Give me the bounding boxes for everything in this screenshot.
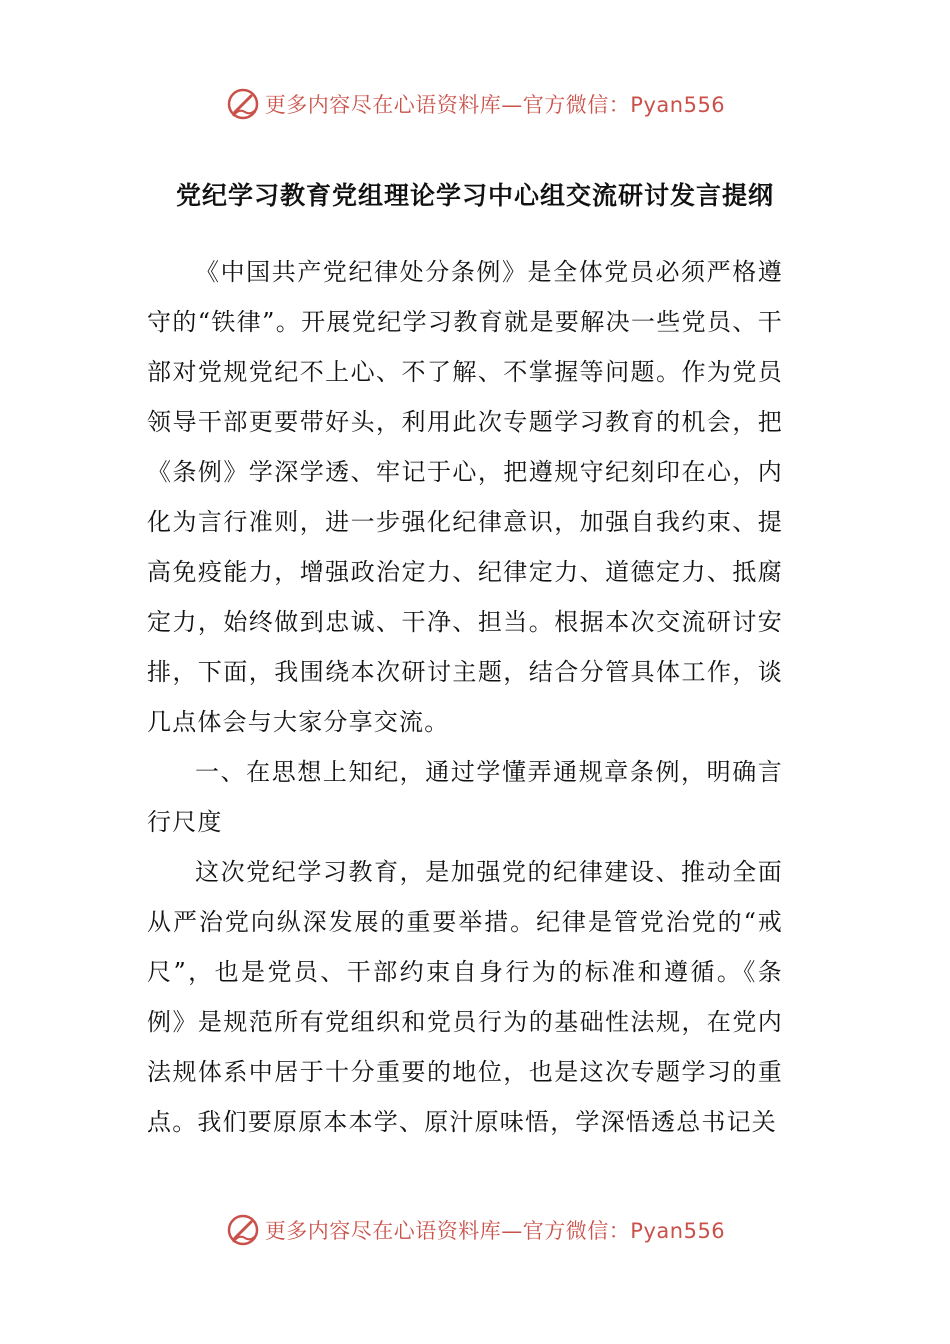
paragraph-section-1: 这次党纪学习教育，是加强党的纪律建设、推动全面从严治党向纵深发展的重要举措。纪律是管党治党的“戒尺”，也是党员、干部约束自身行为的标准和遵循。《条例》是规范所有党组织和党员行为的基础性法规，在党内法规体系中居于十分重要的地位，也是这次专题学习的重点。我们要原原本本学、原汁原味悟，学深悟透总书记关 (147, 858, 783, 1136)
section-heading-1: 一、在思想上知纪，通过学懂弄通规章条例，明确言行尺度 (147, 758, 783, 836)
watermark-text: 更多内容尽在心语资料库—官方微信：Pyan556 (264, 93, 726, 117)
pen-signature-logo-icon (225, 86, 261, 122)
pen-signature-logo-icon (225, 1212, 261, 1248)
document-body (147, 247, 783, 1147)
document-title: 党纪学习教育党组理论学习中心组交流研讨发言提纲 (175, 181, 774, 210)
watermark-text: 更多内容尽在心语资料库—官方微信：Pyan556 (264, 1219, 726, 1243)
watermark-footer (0, 1210, 950, 1250)
watermark-header (0, 84, 950, 124)
paragraph-intro: 《中国共产党纪律处分条例》是全体党员必须严格遵守的“铁律”。开展党纪学习教育就是要解决一些党员、干部对党规党纪不上心、不了解、不掌握等问题。作为党员领导干部更要带好头，利用此次专题学习教育的机会，把《条例》学深学透、牢记于心，把遵规守纪刻印在心，内化为言行准则，进一步强化纪律意识，加强自我约束、提高免疫能力，增强政治定力、纪律定力、道德定力、抵腐定力，始终做到忠诚、干净、担当。根据本次交流研讨安排，下面，我围绕本次研讨主题，结合分管具体工作，谈几点体会与大家分享交流。 (147, 258, 783, 736)
